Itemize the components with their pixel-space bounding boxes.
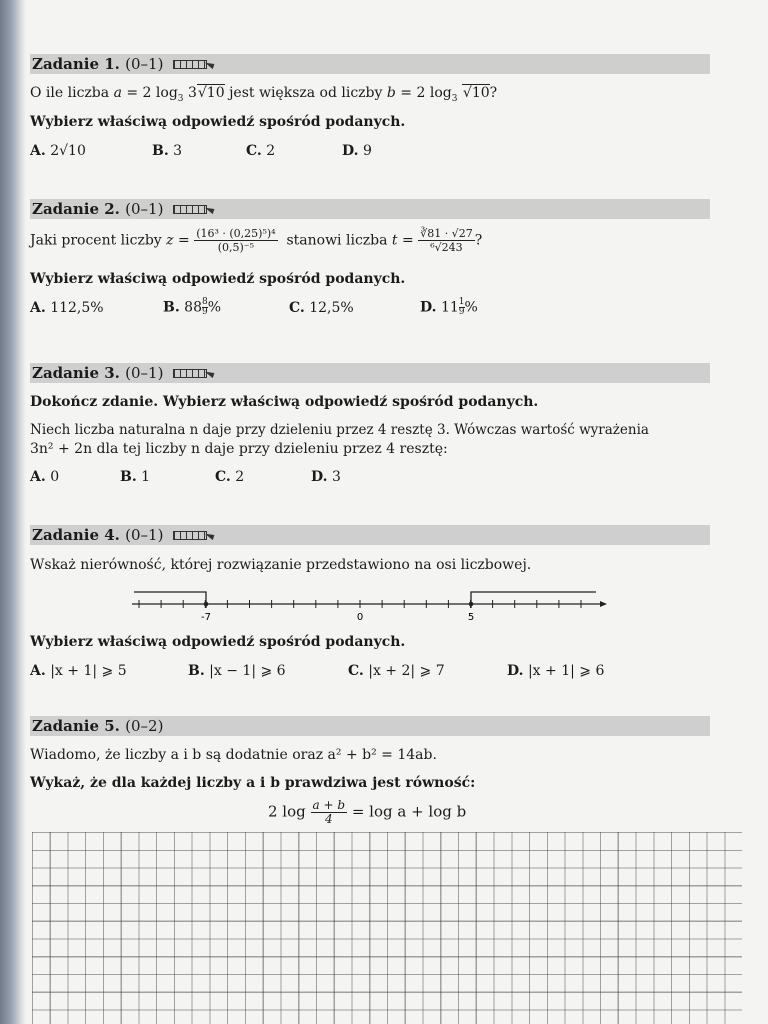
task-5-question: Wiadomo, że liczby a i b są dodatnie oraz a² + b² = 14ab. [30, 747, 437, 763]
task-1-answer-c[interactable]: C. 2 [246, 143, 276, 159]
axis-label-left: -7 [201, 612, 211, 623]
task-1-header [30, 54, 710, 74]
t-fraction: $\frac{∛81 \cdot √27}{\text{⁶√243}}$ [420, 227, 473, 254]
z-fraction: $\frac{\text{(16³ · (0,25)⁵)⁴}}{\text{(0,5)⁻⁵}}$ [196, 227, 276, 254]
task-2-answer-a[interactable]: A. 112,5% [30, 300, 104, 316]
task-2-answer-b[interactable]: B. 88 $\frac{8}{9}\%$ [163, 297, 222, 317]
task-3-answer-b[interactable]: B. 1 [120, 469, 151, 485]
task-3-body-line1: Niech liczba naturalna n daje przy dzieleniu przez 4 resztę 3. Wówczas wartość wyrażenia [30, 422, 649, 438]
task-4-question: Wskaż nierówność, której rozwiązanie przedstawiono na osi liczbowej. [30, 557, 532, 573]
task-4-answer-c[interactable]: C. |x + 2| ⩾ 7 [348, 663, 445, 679]
task-2-header [30, 199, 710, 219]
pencil-icon [173, 202, 213, 216]
closed-point-right [469, 602, 474, 607]
answer-grid[interactable] [32, 832, 742, 1024]
task-2-instruction: Wybierz właściwą odpowiedź spośród podanych. [30, 271, 406, 287]
task-3-answer-a[interactable]: A. 0 [30, 469, 60, 485]
task-5-title: Zadanie 5. [32, 717, 120, 735]
task-5-instruction: Wykaż, że dla każdej liczby a i b prawdziwa jest równość: [30, 775, 476, 791]
task-1-points: (0–1) [125, 55, 164, 73]
left-interval-bracket [134, 592, 206, 608]
task-5-points: (0–2) [125, 717, 164, 735]
task-3-title: Zadanie 3. [32, 364, 120, 382]
task-1-instruction: Wybierz właściwą odpowiedź spośród podanych. [30, 114, 406, 130]
task-1-answer-b[interactable]: B. 3 [152, 143, 183, 159]
task-1-title: Zadanie 1. [32, 55, 120, 73]
task-4-header [30, 525, 710, 545]
task-3-header [30, 363, 710, 383]
task-1-answer-d[interactable]: D. 9 [342, 143, 372, 159]
task-2-answer-c[interactable]: C. 12,5% [289, 300, 354, 316]
task-3-points: (0–1) [125, 364, 164, 382]
pencil-icon [173, 528, 213, 542]
task-4-points: (0–1) [125, 526, 164, 544]
pencil-icon [173, 57, 213, 71]
task-2-title: Zadanie 2. [32, 200, 120, 218]
page-spine-shadow [0, 0, 26, 1024]
pencil-icon [173, 366, 213, 380]
exam-page [30, 0, 742, 1024]
task-1-answer-a[interactable]: A. 2√10 [30, 143, 86, 159]
task-3-instruction: Dokończ zdanie. Wybierz właściwą odpowiedź spośród podanych. [30, 394, 539, 410]
axis-label-right: 5 [467, 612, 475, 623]
task-4-answer-d[interactable]: D. |x + 1| ⩾ 6 [507, 663, 605, 679]
task-2-answer-d[interactable]: D. 11 $\frac{1}{9}\%$ [420, 297, 478, 317]
task-2-points: (0–1) [125, 200, 164, 218]
task-2-question: Jaki procent liczby z = $\frac{\text{(16³ · (0,25)⁵)⁴}}{\text{(0,5)⁻⁵}}$ stanowi liczba t = $\frac{∛81 \cdot √27}{\text{⁶√243}}$ ? [30, 227, 483, 254]
task-4-instruction: Wybierz właściwą odpowiedź spośród podanych. [30, 634, 406, 650]
closed-point-left [204, 602, 209, 607]
task-3-body-line2: 3n² + 2n dla tej liczby n daje przy dzieleniu przez 4 resztę: [30, 441, 448, 457]
task-3-answer-c[interactable]: C. 2 [215, 469, 245, 485]
task-4-answer-a[interactable]: A. |x + 1| ⩾ 5 [30, 663, 127, 679]
task-5-formula: 2 log $\frac{a + b}{4}$ = log a + log b [268, 798, 467, 826]
task-3-answer-d[interactable]: D. 3 [311, 469, 341, 485]
task-1-question: O ile liczba a = 2 $\log_3 3√10$ jest większa od liczby b = 2 $\log_3 √10$? [30, 85, 498, 104]
task-4-answer-b[interactable]: B. |x − 1| ⩾ 6 [188, 663, 286, 679]
task-4-title: Zadanie 4. [32, 526, 120, 544]
number-line [130, 588, 610, 624]
right-interval-bracket [471, 592, 596, 608]
axis-label-zero: 0 [356, 612, 364, 623]
task-5-header [30, 716, 710, 736]
